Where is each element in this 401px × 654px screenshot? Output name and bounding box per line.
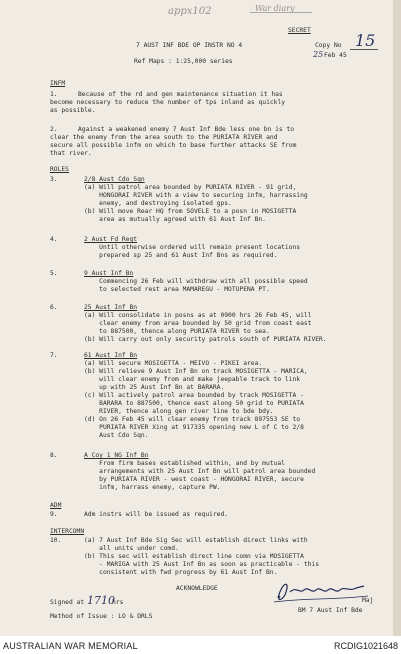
para-3-line: HONGORAI RIVER with a view to securing infm, harrassing xyxy=(84,192,308,199)
section-heading-roles: ROLES xyxy=(50,166,69,173)
para-7-line: Aust Cdo Sqn. xyxy=(84,432,149,439)
unit-heading: 2 Aust Fd Regt xyxy=(84,236,138,243)
para-number: 8. xyxy=(50,452,58,459)
para-3-line: (a) Will patrol area bounded by PURIATA RIVER - 91 grid, xyxy=(84,184,297,191)
para-6-line: (b) Will carry out only security patrols south of PURIATA RIVER. xyxy=(84,336,327,343)
para-number: 9. xyxy=(50,511,58,518)
para-5-line: Commencing 26 Feb will withdraw with all possible speed xyxy=(84,278,308,285)
method-of-issue: Method of Issue : LO & DRLS xyxy=(50,613,153,620)
para-4-line: Until otherwise ordered will remain present locations xyxy=(84,244,301,251)
signed-at-label: Signed at xyxy=(50,599,85,606)
para-number: 7. xyxy=(50,352,58,359)
signature-drawing xyxy=(272,578,372,606)
signatory-appointment: BM 7 Aust Inf Bde xyxy=(298,607,363,614)
para-7-line: RIVER, thence along gen river line to bde bdy. xyxy=(84,408,274,415)
footer-archive-name: AUSTRALIAN WAR MEMORIAL xyxy=(3,641,138,651)
para-10-line: consistent with fwd progress by 61 Aust Inf Bn. xyxy=(84,569,278,576)
para-6-line: (a) Will consolidate in posns as at 0900 hrs 26 Feb 45, will xyxy=(84,312,312,319)
para-number: 4. xyxy=(50,236,58,243)
signatory-rank: Maj xyxy=(362,597,374,604)
para-2-line: secure all possible infm on which to base further attacks SE from xyxy=(50,142,297,149)
para-5-line: to selected rest area MAMAREGU - MOTUPENA PT. xyxy=(84,286,270,293)
unit-heading: A Coy 1 NG Inf Bn xyxy=(84,452,149,459)
classification: SECRET xyxy=(288,27,311,34)
para-6-line: to 887500, thence along PURIATA RIVER to sea. xyxy=(84,328,270,335)
para-6-line: clear enemy from area bounded by 50 grid from coast east xyxy=(84,320,312,327)
para-number: 2. xyxy=(50,126,58,133)
para-10-line: (a) 7 Aust Inf Bde Sig Sec will establish direct links with xyxy=(84,537,308,544)
para-7-line: (a) Will secure MOSIGETTA - MEIVO - PIKEI area. xyxy=(84,360,263,367)
para-8-line: arrangements with 25 Aust Inf Bn will patrol area bounded xyxy=(84,468,316,475)
unit-heading: 9 Aust Inf Bn xyxy=(84,270,134,277)
unit-heading: 25 Aust Inf Bn xyxy=(84,304,138,311)
ref-maps: Ref Maps : 1:25,000 series xyxy=(134,58,233,65)
para-2-line: Against a weakened enemy 7 Aust Inf Bde less one bn is to xyxy=(78,126,295,133)
para-3-line: (b) Will move Rear HQ from SOVELE to a posn in MOSIGETTA xyxy=(84,208,297,215)
document-date: Feb 45 xyxy=(324,52,347,59)
date-day: 25 xyxy=(313,50,324,59)
para-10-line: (b) This sec will establish direct line comn via MOSIGETTA xyxy=(84,553,304,560)
para-10-line: - MARIGA with 25 Aust Inf Bn as soon as practicable - this xyxy=(84,561,320,568)
unit-heading: 61 Aust Inf Bn xyxy=(84,352,138,359)
para-4-line: prepared sp 25 and 61 Aust Inf Bns as required. xyxy=(84,252,278,259)
para-1-line: Because of the rd and gen maintenance situation it has xyxy=(78,91,283,98)
para-10-line: all units under comd. xyxy=(84,545,179,552)
para-3-line: area as mutually agreed with 61 Aust Inf Bn. xyxy=(84,216,266,223)
para-7-line: up with 25 Aust Inf Bn at BARARA. xyxy=(84,384,225,391)
section-heading-intercomn: INTERCOMN xyxy=(50,528,85,535)
para-number: 10. xyxy=(50,537,62,544)
para-number: 3. xyxy=(50,176,58,183)
archive-footer xyxy=(0,636,401,654)
para-number: 6. xyxy=(50,304,58,311)
para-8-line: by PURIATA RIVER - west coast - HONGORAI RIVER, secure xyxy=(84,476,304,483)
copy-no-label: Copy No xyxy=(315,42,342,49)
para-number: 5. xyxy=(50,270,58,277)
pencil-strike xyxy=(250,12,312,13)
copy-no-value: 15 xyxy=(355,31,376,50)
section-heading-adm: ADM xyxy=(50,502,62,509)
para-1-line: become necessary to reduce the number of tps inland as quickly xyxy=(50,99,286,106)
acknowledge: ACKNOWLEDGE xyxy=(176,585,218,592)
para-1-line: as possible. xyxy=(50,107,96,114)
para-7-line: BARARA to 887500, thence east along 50 grid to PURIATA xyxy=(84,400,304,407)
document-title: 7 AUST INF BDE OP INSTR NO 4 xyxy=(136,42,243,49)
para-2-line: clear the enemy from the area south to the PURIATA RIVER and xyxy=(50,134,278,141)
para-7-line: will clear enemy from and make jeepable track to link xyxy=(84,376,301,383)
pencil-annotation-right: War diary xyxy=(255,4,295,13)
page-edge xyxy=(393,0,401,636)
unit-heading: 2/8 Aust Cdo Sqn xyxy=(84,176,145,183)
signed-time: 1710 xyxy=(87,594,115,607)
para-8-line: infm, harrass enemy, capture PW. xyxy=(84,484,221,491)
para-7-line: (b) Will relieve 9 Aust Inf Bn on track MOSIGETTA - MARICA, xyxy=(84,368,308,375)
para-number: 1. xyxy=(50,91,58,98)
para-3-line: enemy, and destroying isolated gps. xyxy=(84,200,232,207)
para-2-line: that river. xyxy=(50,150,92,157)
signed-hrs: hrs xyxy=(112,599,124,606)
para-9-text: Adm instrs will be issued as required. xyxy=(84,511,229,518)
para-7-line: (d) On 26 Feb 45 will clear enemy from track 897553 SE to xyxy=(84,416,301,423)
copy-no-rule xyxy=(350,49,378,50)
para-8-line: From firm bases established within, and by mutual xyxy=(84,460,285,467)
para-7-line: PURIATA RIVER Xing at 917335 opening new L of C to 2/8 xyxy=(84,424,304,431)
section-heading-infm: INFM xyxy=(50,80,66,87)
footer-record-id: RCDIG1021648 xyxy=(333,641,398,651)
pencil-annotation: appx102 xyxy=(168,6,212,17)
para-7-line: (c) Will actively patrol area bounded by track MOSIGETTA - xyxy=(84,392,304,399)
